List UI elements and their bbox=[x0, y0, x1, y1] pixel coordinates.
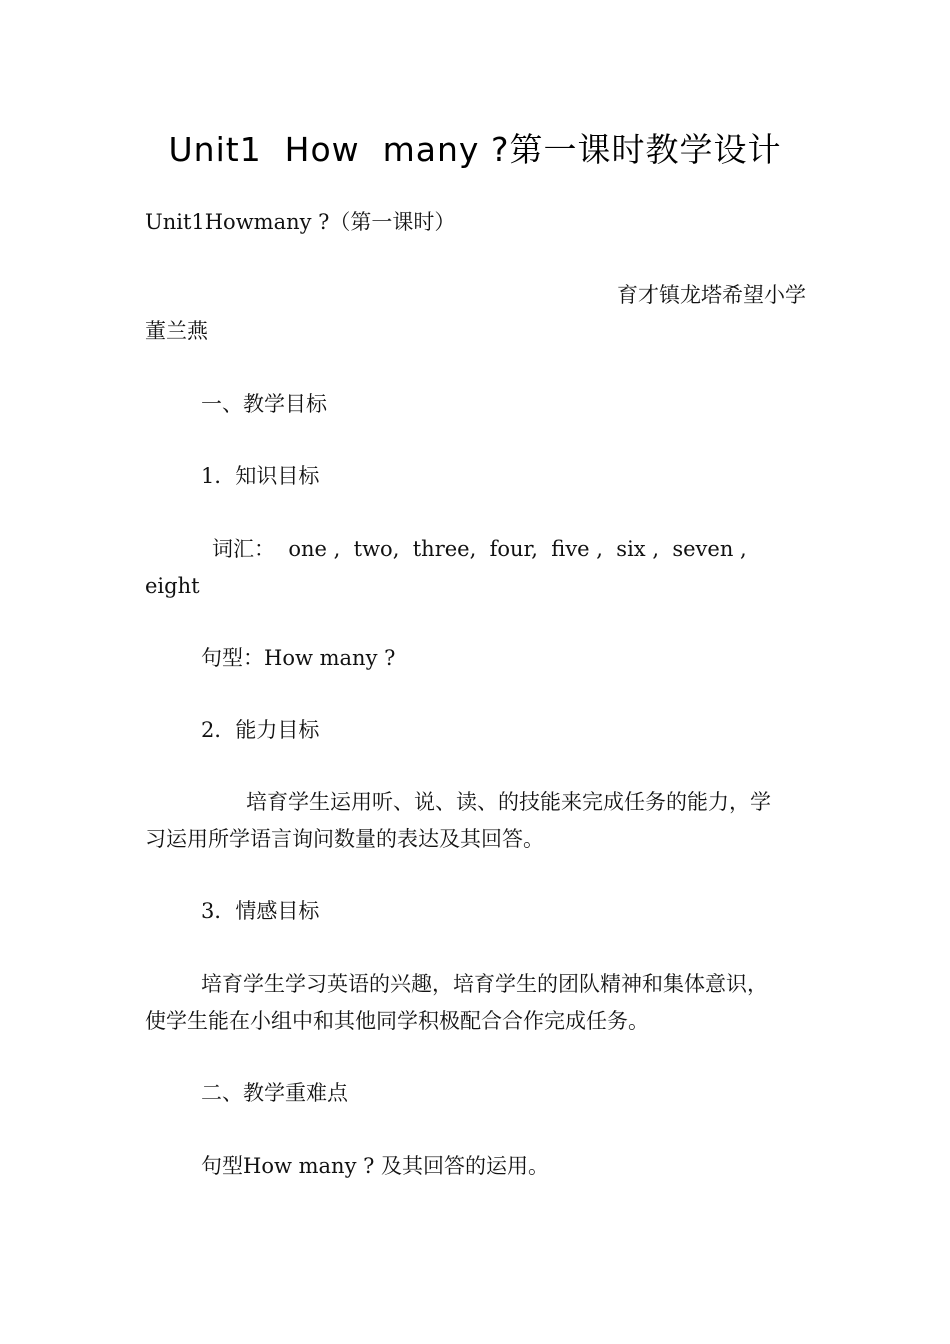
vocabulary-line: 词汇： one , two, three, four, five , six , seven , bbox=[212, 537, 747, 561]
vocabulary-line-continued: eight bbox=[145, 574, 200, 598]
item-heading-ability: 2．能力目标 bbox=[201, 718, 320, 742]
school-name: 育才镇龙塔希望小学 bbox=[617, 283, 806, 307]
item-heading-knowledge: 1．知识目标 bbox=[201, 464, 320, 488]
item-heading-emotion: 3．情感目标 bbox=[201, 899, 320, 923]
document-subtitle: Unit1Howmany ?（第一课时） bbox=[145, 210, 456, 234]
section-heading-objectives: 一、教学目标 bbox=[201, 392, 327, 416]
section-heading-key-points: 二、教学重难点 bbox=[201, 1081, 348, 1105]
author-name: 董兰燕 bbox=[145, 319, 208, 343]
sentence-pattern: 句型：How many ? bbox=[201, 646, 396, 670]
ability-paragraph-line1: 培育学生运用听、说、读、的技能来完成任务的能力，学 bbox=[246, 790, 771, 814]
ability-paragraph-line2: 习运用所学语言询问数量的表达及其回答。 bbox=[145, 827, 544, 851]
key-point-text: 句型How many ? 及其回答的运用。 bbox=[201, 1154, 550, 1178]
emotion-paragraph-line2: 使学生能在小组中和其他同学积极配合合作完成任务。 bbox=[145, 1009, 649, 1033]
emotion-paragraph-line1: 培育学生学习英语的兴趣，培育学生的团队精神和集体意识， bbox=[201, 972, 768, 996]
document-title: Unit1 How many ?第一课时教学设计 bbox=[168, 130, 782, 169]
